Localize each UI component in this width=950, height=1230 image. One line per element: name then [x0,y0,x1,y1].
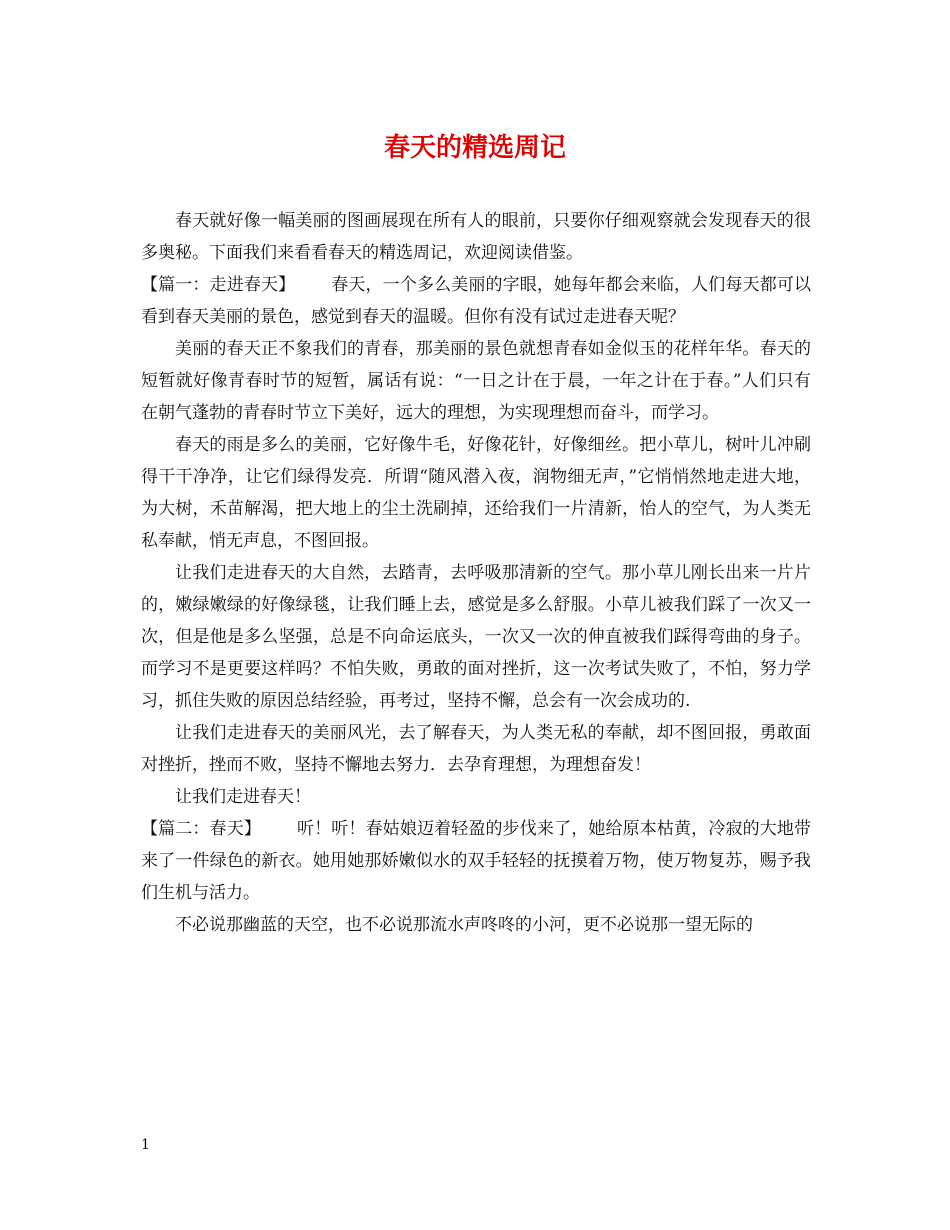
section-2-lead: 听！听！春姑娘迈着轻盈的步伐来了，她给原本枯黄，冷寂的大地带来了一件绿色的新衣。她用她那娇嫩似水的双手轻轻的抚摸着万物，使万物复苏，赐予我们生机与活力。 [141,819,812,903]
section-1-lead: 春天，一个多么美丽的字眼，她每年都会来临，人们每天都可以看到春天美丽的景色，感觉到春天的温暖。但你有没有试过走进春天呢？ [141,275,811,327]
document-body [141,205,811,941]
section-1-paragraph: 让我们走进春天的美丽风光，去了解春天，为人类无私的奉献，却不图回报，勇敢面对挫折，挫而不败，坚持不懈地去努力．去孕育理想，为理想奋发！ [141,723,811,775]
section-1-paragraph: 春天的雨是多么的美丽，它好像牛毛，好像花针，好像细丝。把小草儿，树叶儿冲刷得干干净净，让它们绿得发亮．所谓“随风潜入夜，润物细无声，”它悄悄然地走进大地，为大树，禾苗解渴，把大地上的尘土洗刷掉，还给我们一片清新，怡人的空气，为人类无私奉献，悄无声息，不图回报。 [141,435,811,551]
page-number: 1 [141,1137,150,1153]
section-1-paragraph: 让我们走进春天的大自然，去踏青，去呼吸那清新的空气。那小草儿刚长出来一片片的，嫩绿嫩绿的好像绿毯，让我们睡上去，感觉是多么舒服。小草儿被我们踩了一次又一次，但是他是多么坚强，总是不向命运底头，一次又一次的伸直被我们踩得弯曲的身子。而学习不是更要这样吗？不怕失败，勇敢的面对挫折，这一次考试失败了，不怕，努力学习，抓住失败的原因总结经验，再考过，坚持不懈，总会有一次会成功的. [141,563,811,711]
section-1-paragraph: 让我们走进春天！ [175,787,311,807]
section-2-paragraph: 不必说那幽蓝的天空，也不必说那流水声咚咚的小河，更不必说那一望无际的 [175,915,753,935]
intro-paragraph: 春天就好像一幅美丽的图画展现在所有人的眼前，只要你仔细观察就会发现春天的很多奥秘。下面我们来看看春天的精选周记，欢迎阅读借鉴。 [141,211,811,263]
section-1-paragraph: 美丽的春天正不象我们的青春，那美丽的景色就想青春如金似玉的花样年华。春天的短暂就好像青春时节的短暂，属话有说：“一日之计在于晨，一年之计在于春。”人们只有在朝气蓬勃的青春时节立下美好，远大的理想，为实现理想而奋斗，而学习。 [141,339,811,423]
section-2-start [141,813,811,909]
section-1-heading: 【篇一：走进春天】 [141,275,296,295]
section-1-start [141,269,811,333]
page-title: 春天的精选周记 [383,133,566,163]
section-2-heading: 【篇二：春天】 [141,819,261,839]
